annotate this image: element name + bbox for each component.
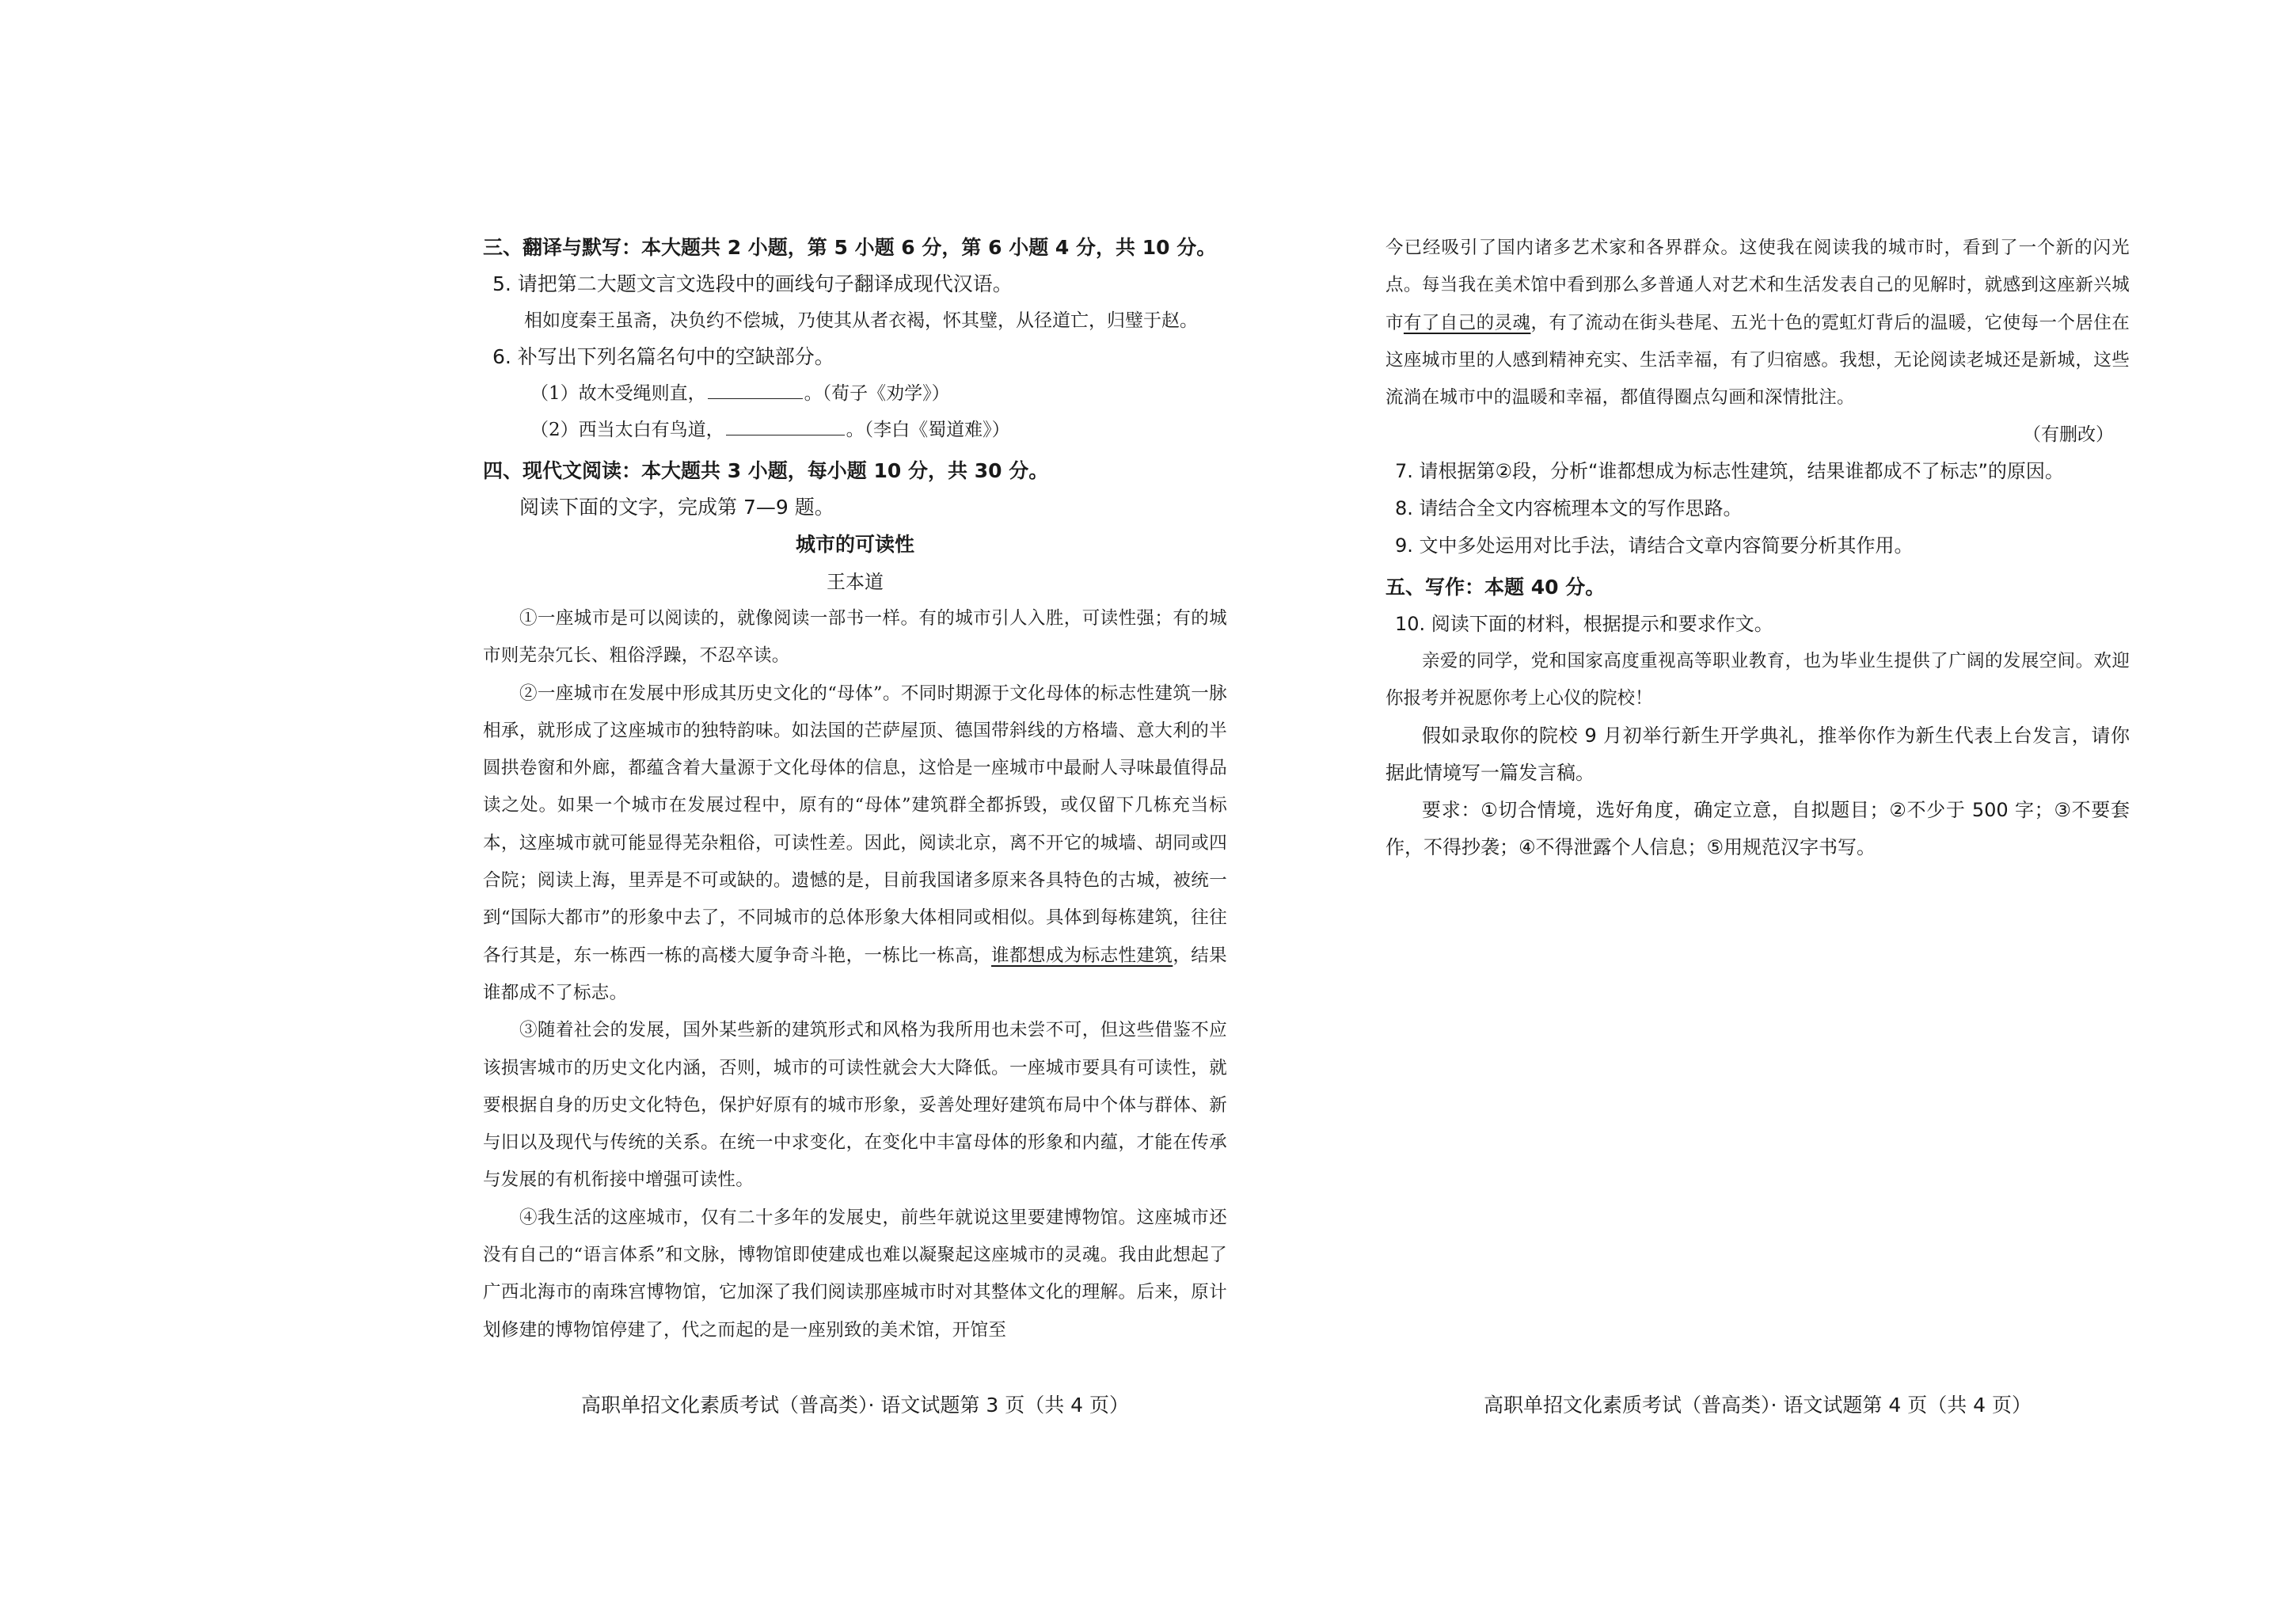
answer-blank-1 — [708, 382, 803, 399]
section-4-heading: 四、现代文阅读：本大题共 3 小题，每小题 10 分，共 30 分。 — [483, 459, 1049, 482]
page-4-footer: 高职单招文化素质考试（普高类）· 语文试题第 4 页（共 4 页） — [1484, 1394, 2032, 1417]
writing-requirements: 要求：①切合情境，选好角度，确定立意，自拟题目；②不少于 500 字；③不要套作，不得抄袭；④不得泄露个人信息；⑤用规范汉字书写。 — [1385, 799, 2130, 859]
section-3-heading: 三、翻译与默写：本大题共 2 小题，第 5 小题 6 分，第 6 小题 4 分，共 10 分。 — [483, 236, 1217, 259]
question-9: 9. 文中多处运用对比手法，请结合文章内容简要分析其作用。 — [1395, 534, 1914, 557]
exam-page-4 — [1385, 230, 2130, 866]
paragraph-2-text-b: ，结果谁都成不了标志。 — [483, 945, 1227, 1003]
exam-page-3 — [483, 230, 1227, 1349]
article-paragraph-4-continued — [1385, 230, 2130, 416]
question-8: 8. 请结合全文内容梳理本文的写作思路。 — [1395, 497, 1743, 520]
question-6-item-1 — [530, 375, 1227, 412]
article-paragraph-2 — [483, 675, 1227, 1013]
article-paragraph-1: ①一座城市是可以阅读的，就像阅读一部书一样。有的城市引人入胜，可读性强；有的城市则芜杂冗长、粗俗浮躁，不忍卒读。 — [483, 608, 1227, 667]
writing-prompt: 假如录取你的院校 9 月初举行新生开学典礼，推举你作为新生代表上台发言，请你据此情境写一篇发言稿。 — [1385, 725, 2130, 785]
paragraph-4-cont-text-a: 今已经吸引了国内诸多艺术家和各界群众。这使我在阅读我的城市时，看到了一个新的闪光点。每当我在美术馆中看到那么多普通人对艺术和生活发表自己的见解时，就感到这座新兴城市 — [1385, 238, 2130, 333]
article-paragraph-4: ④我生活的这座城市，仅有二十多年的发展史，前些年就说这里要建博物馆。这座城市还没有自己的“语言体系”和文脉，博物馆即使建成也难以凝聚起这座城市的灵魂。我由此想起了广西北海市的南珠宫博物馆，它加深了我们阅读那座城市时对其整体文化的理解。后来，原计划修建的博物馆停建了，代之而起的是一座别致的美术馆，开馆至 — [483, 1207, 1227, 1341]
question-10: 10. 阅读下面的材料，根据提示和要求作文。 — [1395, 613, 1773, 636]
article-paragraph-3: ③随着社会的发展，国外某些新的建筑形式和风格为我所用也未尝不可，但这些借鉴不应该损害城市的历史文化内涵，否则，城市的可读性就会大大降低。一座城市要具有可读性，就要根据自身的历史文化特色，保护好原有的城市形象，妥善处理好建筑布局中个体与群体、新与旧以及现代与传统的关系。在统一中求变化，在变化中丰富母体的形象和内蕴，才能在传承与发展的有机衔接中增强可读性。 — [483, 1020, 1227, 1191]
underlined-phrase: 有了自己的灵魂 — [1403, 312, 1531, 333]
source-note: （有删改） — [2023, 424, 2114, 446]
question-5-quote: 相如度秦王虽斋，决负约不偿城，乃使其从者衣褐，怀其璧，从径道亡，归璧于赵。 — [524, 310, 1198, 331]
question-6-item-1-suffix: 。（荀子《劝学》） — [804, 383, 950, 404]
section-4-intro: 阅读下面的文字，完成第 7—9 题。 — [519, 496, 834, 519]
underlined-sentence: 谁都想成为标志性建筑 — [991, 945, 1173, 966]
answer-blank-2 — [726, 419, 845, 435]
question-6-item-2-prefix: （2）西当太白有鸟道， — [530, 420, 724, 440]
page-3-footer: 高职单招文化素质考试（普高类）· 语文试题第 3 页（共 4 页） — [581, 1394, 1129, 1417]
question-5: 5. 请把第二大题文言文选段中的画线句子翻译成现代汉语。 — [492, 272, 1013, 295]
question-6: 6. 补写出下列名篇名句中的空缺部分。 — [492, 345, 834, 368]
section-5-heading: 五、写作：本题 40 分。 — [1385, 576, 1606, 599]
question-6-item-2-suffix: 。（李白《蜀道难》） — [846, 420, 1010, 440]
question-6-item-2 — [530, 412, 1227, 448]
article-author: 王本道 — [827, 571, 884, 593]
article-title: 城市的可读性 — [795, 533, 914, 556]
question-7: 7. 请根据第②段，分析“谁都想成为标志性建筑，结果谁都成不了标志”的原因。 — [1395, 460, 2064, 483]
paragraph-4-cont-text-b: ，有了流动在街头巷尾、五光十色的霓虹灯背后的温暖，它使每一个居住在这座城市里的人感到精神充实、生活幸福，有了归宿感。我想，无论阅读老城还是新城，这些流淌在城市中的温暖和幸福，都值得圈点勾画和深情批注。 — [1385, 312, 2130, 409]
question-6-item-1-prefix: （1）故木受绳则直， — [530, 383, 706, 404]
paragraph-2-text-a: ②一座城市在发展中形成其历史文化的“母体”。不同时期源于文化母体的标志性建筑一脉相承，就形成了这座城市的独特韵味。如法国的芒萨屋顶、德国带斜线的方格墙、意大利的半圆拱卷窗和外廊，都蕴含着大量源于文化母体的信息，这恰是一座城市中最耐人寻味最值得品读之处。如果一个城市在发展过程中，原有的“母体”建筑群全都拆毁，或仅留下几栋充当标本，这座城市就可能显得芜杂粗俗，可读性差。因此，阅读北京，离不开它的城墙、胡同或四合院；阅读上海，里弄是不可或缺的。遗憾的是，目前我国诸多原来各具特色的古城，被统一到“国际大都市”的形象中去了，不同城市的总体形象大体相同或相似。具体到每栋建筑，往往各行其是，东一栋西一栋的高楼大厦争奇斗艳，一栋比一栋高， — [483, 683, 1227, 966]
writing-material: 亲爱的同学，党和国家高度重视高等职业教育，也为毕业生提供了广阔的发展空间。欢迎你报考并祝愿你考上心仪的院校！ — [1385, 651, 2130, 709]
